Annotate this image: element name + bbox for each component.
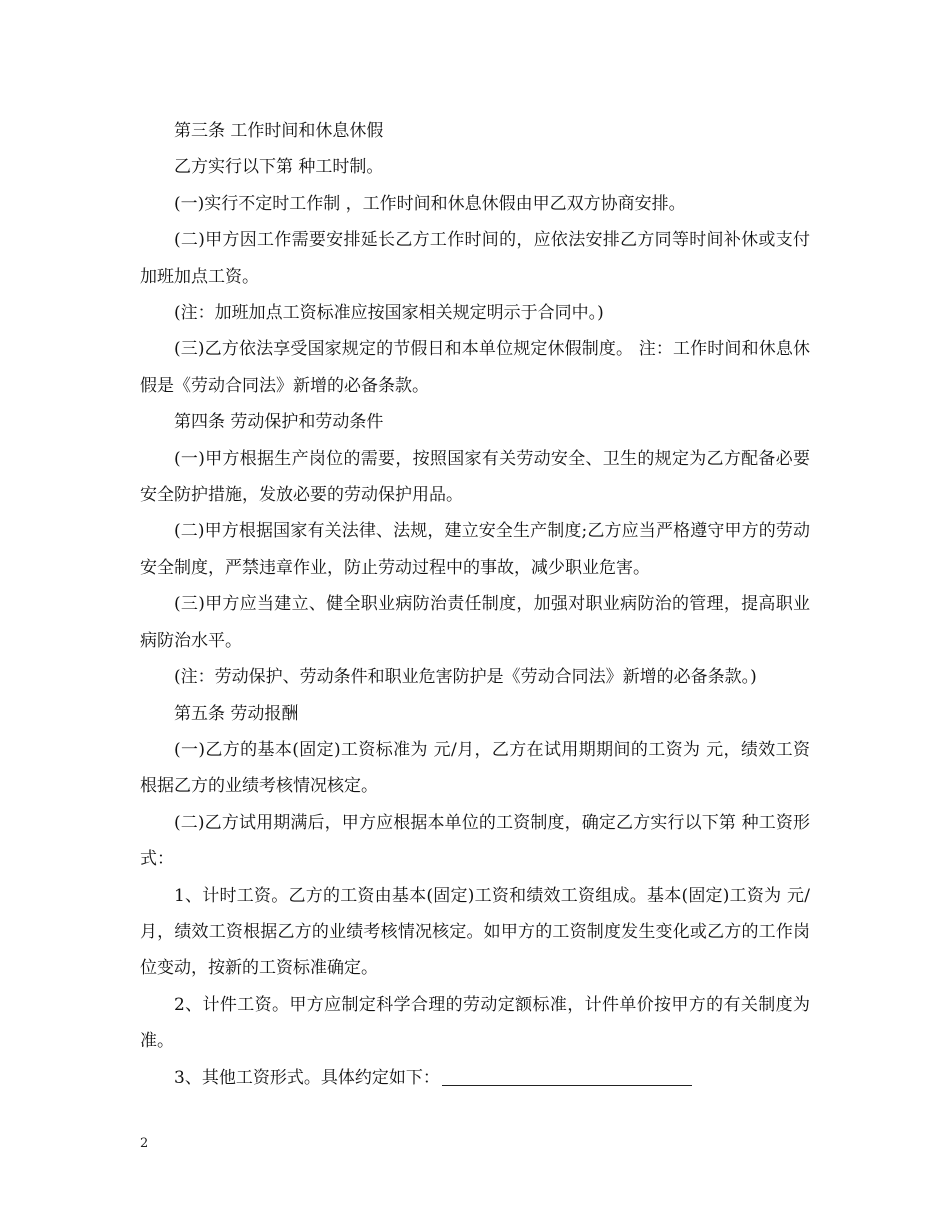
paragraph: (三)乙方依法享受国家规定的节假日和本单位规定休假制度。 注：工作时间和休息休假是《劳动合同法》新增的必备条款。 <box>140 339 810 396</box>
contract-body <box>140 113 810 1096</box>
paragraph: (二)甲方因工作需要安排延长乙方工作时间的，应依法安排乙方同等时间补休或支付加班加点工资。 <box>140 230 810 287</box>
article-3-heading: 第三条 工作时间和休息休假 <box>174 121 384 141</box>
paragraph-text: 3、其他工资形式。具体约定如下： <box>174 1067 440 1088</box>
paragraph: (一)乙方的基本(固定)工资标准为 元/月，乙方在试用期期间的工资为 元，绩效工资根据乙方的业绩考核情况核定。 <box>140 739 810 797</box>
paragraph: (三)甲方应当建立、健全职业病防治责任制度，加强对职业病防治的管理，提高职业病防治水平。 <box>140 594 810 651</box>
page-number: 2 <box>140 1136 149 1151</box>
paragraph: (一)实行不定时工作制 ，工作时间和休息休假由甲乙双方协商安排。 <box>174 193 686 214</box>
article-5-heading: 第五条 劳动报酬 <box>174 703 299 724</box>
fill-in-blank-line <box>442 1067 692 1086</box>
paragraph: (二)甲方根据国家有关法律、法规，建立安全生产制度;乙方应当严格遵守甲方的劳动安全制度，严禁违章作业，防止劳动过程中的事故，减少职业危害。 <box>140 521 810 578</box>
paragraph: 乙方实行以下第 种工时制。 <box>174 157 384 178</box>
paragraph: 2、计件工资。甲方应制定科学合理的劳动定额标准，计件单价按甲方的有关制度为准。 <box>140 994 810 1052</box>
paragraph: (二)乙方试用期满后，甲方应根据本单位的工资制度，确定乙方实行以下第 种工资形式： <box>140 812 810 870</box>
paragraph-with-blank <box>140 1060 810 1096</box>
note: (注：劳动保护、劳动条件和职业危害防护是《劳动合同法》新增的必备条款。) <box>174 667 757 688</box>
note: (注：加班加点工资标准应按国家相关规定明示于合同中。) <box>174 303 604 324</box>
paragraph: (一)甲方根据生产岗位的需要，按照国家有关劳动安全、卫生的规定为乙方配备必要安全防护措施，发放必要的劳动保护用品。 <box>140 448 810 506</box>
paragraph: 1、计时工资。乙方的工资由基本(固定)工资和绩效工资组成。基本(固定)工资为 元/月，绩效工资根据乙方的业绩考核情况核定。如甲方的工资制度发生变化或乙方的工作岗位变动，按新的工资标准确定。 <box>140 885 810 979</box>
article-4-heading: 第四条 劳动保护和劳动条件 <box>174 412 384 433</box>
